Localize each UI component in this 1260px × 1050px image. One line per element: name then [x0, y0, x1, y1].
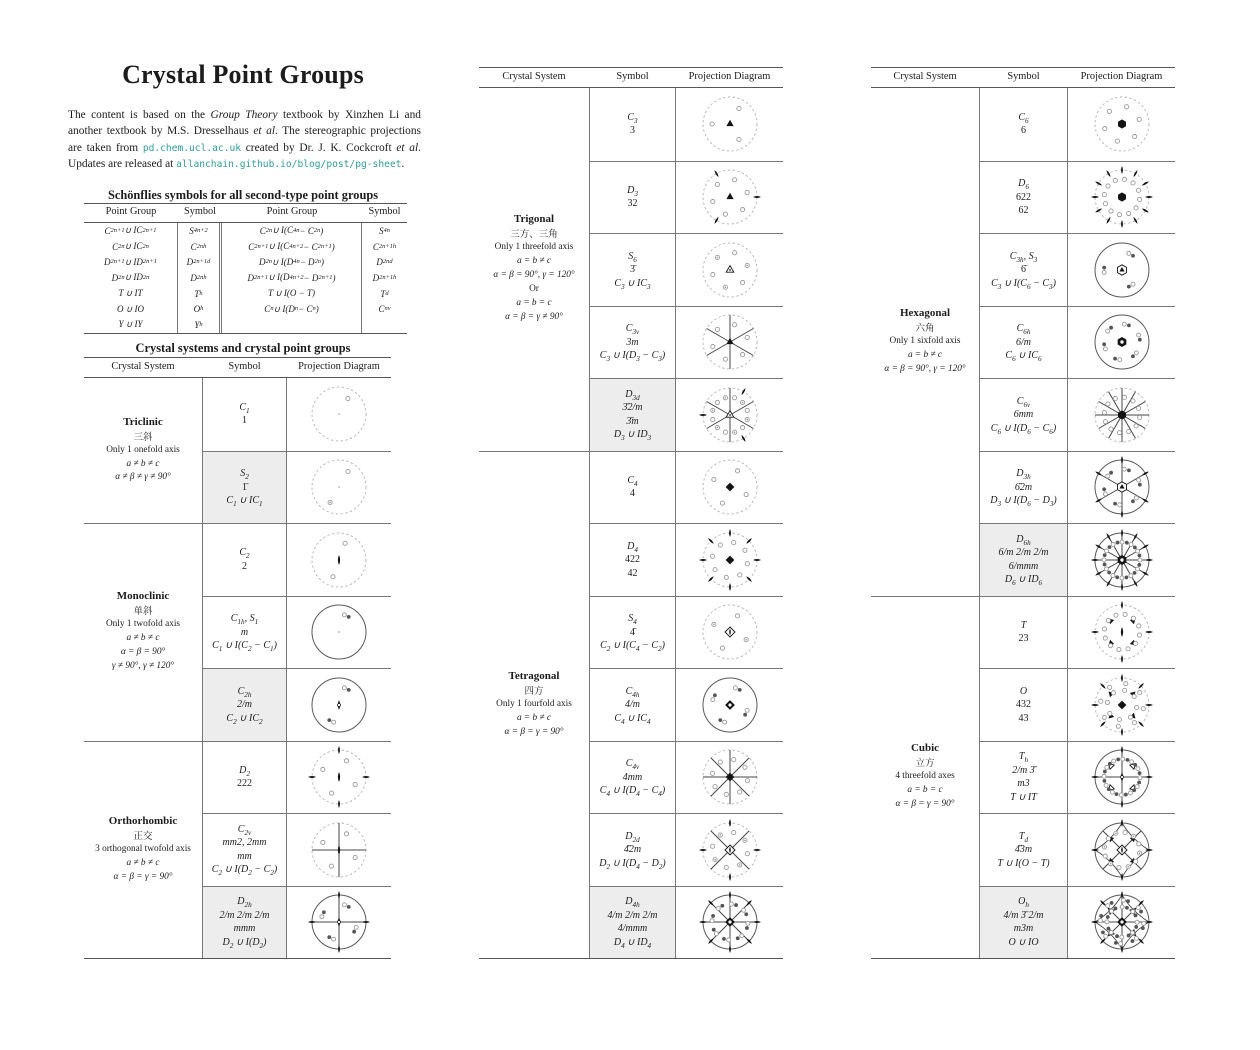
system-desc-line: a ≠ b ≠ c — [126, 458, 160, 469]
system-desc-line: Only 1 twofold axis — [105, 619, 181, 630]
symbol-line: $D_{3h}$ — [1016, 468, 1031, 481]
symbol-line: $D_{3d}$ — [625, 388, 640, 402]
stereographic-projection — [1089, 817, 1155, 883]
stereographic-projection — [306, 744, 372, 810]
system-desc-line: γ ≠ 90°, γ ≠ 120° — [111, 661, 175, 672]
schoenflies-cell: C 2n ∪ IC 2n — [84, 239, 178, 255]
symbol-line: mm2, 2mm — [222, 837, 267, 849]
diagram-cell — [287, 378, 391, 451]
symbol-cell — [589, 451, 676, 524]
intro-text: . Updates are released at — [68, 141, 422, 170]
symbol-cell — [589, 233, 676, 306]
symbol-line: $C_{6v}$ — [1016, 395, 1031, 409]
schoenflies-cell: C 2n+1 ∪ I(C 4n+2 − C 2n+1 ) — [222, 239, 362, 255]
diagram-cell — [287, 451, 391, 524]
column-header: Crystal System — [479, 68, 589, 88]
symbol-line: 4̄ — [630, 626, 635, 638]
diagram-cell — [676, 378, 783, 451]
diagram-cell — [676, 741, 783, 814]
symbol-line: 6̄ — [1021, 264, 1026, 275]
stereographic-projection — [1089, 672, 1155, 738]
symbol-line: $C_2$ — [239, 547, 250, 561]
schoenflies-cell — [222, 317, 362, 333]
symbol-line: $C_3$ ∪ $I(C_6 - C_3)$ — [991, 277, 1056, 291]
symbol-line: $C_6$ — [1018, 111, 1029, 125]
symbol-line: 222 — [237, 778, 252, 790]
system-desc-line: Only 1 sixfold axis — [889, 335, 961, 346]
stereographic-projection — [697, 889, 763, 955]
symbol-line: 2 — [242, 560, 247, 572]
stereographic-projection — [1089, 237, 1155, 303]
intro-text: textbook by Xinzhen Li and another textbook by M.S. Dresselhaus — [68, 109, 421, 138]
schoenflies-cell: D 2n+1 ∪ ID 2n+1 — [84, 254, 178, 270]
diagram-cell — [287, 668, 391, 741]
symbol-line: $D_{2h}$ — [237, 896, 252, 910]
schoenflies-cell: D 2nd — [376, 257, 393, 268]
symbol-cell — [979, 88, 1068, 161]
schoenflies-cell: C nv — [378, 304, 391, 315]
symbol-line: $C_3$ — [627, 111, 638, 125]
symbol-cell — [979, 306, 1068, 379]
symbol-line: 62 — [1018, 205, 1029, 216]
system-name-zh: 三斜 — [133, 432, 153, 443]
symbol-cell — [979, 161, 1068, 234]
system-cell — [479, 451, 589, 959]
symbol-line: $S_2$ — [240, 468, 249, 481]
schoenflies-cell: D 2n+1h — [372, 272, 397, 283]
column-header: Symbol — [202, 358, 287, 378]
stereographic-projection — [1089, 382, 1155, 448]
schoenflies-cell: O h — [178, 301, 222, 317]
system-desc-line: 4 threefold axes — [895, 771, 955, 782]
schoenflies-cell: C 2nh — [178, 239, 222, 255]
diagram-cell — [1068, 523, 1175, 596]
system-name-zh: 正交 — [133, 831, 153, 842]
symbol-line: $C_2$ ∪ $I(C_4 - C_2)$ — [600, 640, 665, 653]
symbol-line: 622 — [1016, 191, 1031, 203]
stereographic-projection — [697, 454, 763, 520]
symbol-line: 6̄2m — [1014, 481, 1033, 493]
system-cell — [871, 88, 979, 596]
symbol-line: $C_3$ ∪ $I(D_3 - C_3)$ — [599, 350, 666, 363]
stereographic-projection — [1089, 309, 1155, 375]
stereographic-projection — [1089, 91, 1155, 157]
system-name-zh: 六角 — [915, 323, 935, 334]
system-name-zh: 单斜 — [133, 607, 153, 618]
schoenflies-cell: Y ∪ IY — [84, 317, 178, 333]
column-header: Crystal System — [84, 358, 202, 378]
symbol-cell — [979, 523, 1068, 596]
symbol-line: 42 — [627, 567, 638, 579]
schoenflies-cell: Y h — [178, 317, 222, 333]
stereographic-projection — [697, 817, 763, 883]
diagram-cell — [1068, 813, 1175, 886]
system-cell — [84, 523, 202, 741]
symbol-line: T — [1020, 619, 1027, 631]
schoenflies-table — [84, 203, 407, 334]
schoenflies-cell: S 4n+2 — [178, 223, 222, 239]
symbol-line: 4/m 3̄ 2/m — [1003, 909, 1044, 921]
system-cell — [871, 596, 979, 959]
symbol-line: $S_6$ — [628, 250, 637, 264]
symbol-line: 1 — [242, 415, 247, 427]
diagram-cell — [1068, 886, 1175, 959]
symbol-line: $D_{2d}$ — [625, 830, 640, 844]
column-header: Crystal System — [871, 68, 979, 88]
column-header: Projection Diagram — [676, 68, 783, 88]
system-name-zh: 三方、三角 — [510, 230, 558, 241]
system-name: Cubic — [910, 742, 940, 755]
symbol-line: $S_4$ — [628, 613, 637, 626]
stereographic-projection — [697, 309, 763, 375]
diagram-cell — [287, 741, 391, 814]
symbol-line: 4̄3m — [1014, 844, 1033, 855]
intro-link[interactable]: allanchain.github.io/blog/post/pg-sheet — [176, 158, 402, 170]
schoenflies-column-header: Point Group — [222, 204, 362, 223]
symbol-line: $C_3$ ∪ $IC_3$ — [614, 277, 651, 291]
system-desc-line: α = β = 90°, γ = 120° — [884, 363, 966, 374]
system-name-zh: 立方 — [915, 759, 935, 770]
symbol-line: $C_{2h}$ — [237, 685, 252, 699]
system-desc-line: α = β = γ ≠ 90° — [505, 312, 563, 323]
symbol-cell — [979, 451, 1068, 524]
stereographic-projection — [306, 381, 372, 447]
symbol-cell — [979, 596, 1068, 669]
schoenflies-cell: T ∪ I(O − T) — [222, 286, 362, 302]
main-heading: Crystal systems and crystal point groups — [135, 341, 351, 355]
system-desc-line: α = β = γ = 90° — [895, 799, 955, 810]
stereographic-projection — [306, 672, 372, 738]
stereographic-projection — [697, 527, 763, 593]
system-desc-line: Or — [529, 284, 539, 295]
diagram-cell — [1068, 596, 1175, 669]
symbol-line: $C_6$ ∪ $I(D_6 - C_6)$ — [990, 422, 1057, 436]
symbol-cell — [202, 378, 287, 451]
system-cell — [84, 741, 202, 959]
intro-text: . — [401, 157, 405, 170]
symbol-line: $C_6$ ∪ $IC_6$ — [1005, 350, 1042, 363]
symbol-line: 4mm — [622, 771, 643, 783]
diagram-cell — [676, 813, 783, 886]
symbol-line: mmm — [233, 923, 256, 935]
stereographic-projection — [306, 527, 372, 593]
symbol-line: 3 — [630, 125, 635, 137]
symbol-line: $D_4$ — [627, 540, 638, 554]
schoenflies-cell: C 2n ∪ I(C 4n − C 2n ) — [222, 223, 362, 239]
symbol-cell — [202, 886, 287, 959]
symbol-line: $C_2$ ∪ $I(D_2 - C_2)$ — [211, 864, 278, 878]
stereographic-projection — [697, 237, 763, 303]
diagram-cell — [1068, 741, 1175, 814]
symbol-line: $D_3$ ∪ $ID_3$ — [613, 429, 652, 443]
symbol-line: $D_{4h}$ — [625, 896, 640, 910]
symbol-line: 4̄2m — [623, 844, 642, 855]
symbol-line: m3 — [1017, 778, 1030, 790]
symbol-cell — [202, 741, 287, 814]
system-desc-line: a = b ≠ c — [516, 256, 552, 267]
symbol-line: $D_3$ ∪ $I(D_6 - D_3)$ — [990, 495, 1057, 508]
system-desc-line: α = β = γ = 90° — [113, 871, 173, 882]
symbol-line: $D_3$ — [627, 184, 638, 198]
symbol-line: m3m — [1013, 923, 1034, 935]
diagram-cell — [676, 451, 783, 524]
intro-text: Group Theory — [210, 109, 278, 121]
system-desc-line: 3 orthogonal twofold axis — [95, 843, 191, 854]
stereographic-projection — [306, 817, 372, 883]
symbol-line: $C_4$ — [627, 474, 638, 488]
diagram-cell — [676, 596, 783, 669]
diagram-cell — [676, 306, 783, 379]
schoenflies-cell: D 2n+1d — [178, 254, 222, 270]
symbol-line: 3̄m — [626, 415, 639, 427]
symbol-line: 3m — [626, 336, 639, 348]
symbol-line: 6/m 2/m 2/m — [998, 547, 1049, 559]
system-desc-line: α ≠ β ≠ γ ≠ 90° — [115, 472, 171, 483]
symbol-line: T ∪ I(O − T) — [997, 857, 1050, 869]
symbol-line: $C_{3v}$ — [625, 323, 640, 336]
symbol-cell — [979, 813, 1068, 886]
symbol-line: 6 — [1021, 125, 1026, 137]
symbol-line: O — [1019, 685, 1028, 697]
symbol-line: m — [240, 626, 249, 638]
symbol-line: 432 — [1016, 699, 1031, 710]
column-header: Symbol — [979, 68, 1068, 88]
crystal-table-left — [84, 357, 391, 959]
intro-text: et al — [253, 125, 276, 138]
diagram-cell — [1068, 88, 1175, 161]
symbol-line: 2/m 2/m 2/m — [219, 909, 270, 921]
diagram-cell — [287, 596, 391, 669]
symbol-line: T ∪ IT — [1010, 791, 1037, 803]
system-desc-line: a = b ≠ c — [516, 712, 552, 723]
diagram-cell — [676, 523, 783, 596]
stereographic-projection — [1089, 744, 1155, 810]
diagram-cell — [287, 813, 391, 886]
schoenflies-cell: D 2n+1 ∪ I(D 4n+2 − D 2n+1 ) — [222, 270, 362, 286]
symbol-line: $T_h$ — [1018, 751, 1029, 765]
schoenflies-cell: C 2n+1h — [372, 241, 397, 252]
diagram-cell — [676, 233, 783, 306]
schoenflies-cell: C n ∪ I(D n − C n ) — [222, 301, 362, 317]
symbol-cell — [589, 88, 676, 161]
schoenflies-heading: Schönflies symbols for all second-type point groups — [107, 188, 379, 202]
diagram-cell — [1068, 668, 1175, 741]
symbol-line: 6mm — [1013, 409, 1034, 420]
schoenflies-cell: T d — [380, 288, 389, 299]
diagram-cell — [1068, 161, 1175, 234]
symbol-line: $C_4$ ∪ $I(D_4 - C_4)$ — [599, 785, 666, 798]
schoenflies-column-header: Symbol — [362, 204, 407, 223]
symbol-line: $D_2$ ∪ $I(D_2)$ — [222, 936, 267, 950]
diagram-cell — [676, 886, 783, 959]
system-name: Monoclinic — [116, 590, 170, 603]
symbol-cell — [979, 668, 1068, 741]
page-title: Crystal Point Groups — [122, 60, 364, 89]
schoenflies-cell: C 2n+1 ∪ IC 2n+1 — [84, 223, 178, 239]
diagram-cell — [676, 88, 783, 161]
system-name: Hexagonal — [899, 306, 951, 319]
schoenflies-cell — [362, 317, 407, 333]
stereographic-projection — [1089, 527, 1155, 593]
system-name: Tetragonal — [508, 669, 560, 682]
column-header: Projection Diagram — [1068, 68, 1175, 88]
symbol-line: 2/m 3̄ — [1012, 764, 1035, 776]
symbol-line: 4 — [630, 488, 635, 500]
system-name-zh: 四方 — [524, 686, 544, 697]
symbol-cell — [589, 161, 676, 234]
symbol-line: $C_1$ — [239, 401, 250, 415]
diagram-cell — [1068, 451, 1175, 524]
symbol-line: 4/m 2/m 2/m — [607, 909, 658, 921]
symbol-cell — [589, 668, 676, 741]
diagram-cell — [676, 161, 783, 234]
system-desc-line: a ≠ b ≠ c — [126, 633, 160, 644]
symbol-line: $T_d$ — [1018, 830, 1029, 844]
column-header: Projection Diagram — [287, 358, 391, 378]
symbol-line: 32 — [627, 198, 638, 210]
symbol-line: $C_{4h}$ — [625, 685, 640, 699]
symbol-line: 4/m — [625, 699, 640, 710]
stereographic-projection — [306, 889, 372, 955]
symbol-cell — [979, 378, 1068, 451]
symbol-line: O ∪ IO — [1008, 936, 1039, 948]
stereographic-projection — [697, 91, 763, 157]
symbol-line: $D_6$ ∪ $ID_6$ — [1004, 574, 1043, 588]
symbol-cell — [979, 741, 1068, 814]
schoenflies-cell: D 2n ∪ I(D 4n − D 2n ) — [222, 254, 362, 270]
intro-paragraph — [68, 107, 421, 172]
symbol-cell — [202, 523, 287, 596]
system-cell — [479, 88, 589, 451]
system-desc-line: Only 1 onefold axis — [106, 444, 180, 455]
diagram-cell — [1068, 306, 1175, 379]
system-name: Orthorhombic — [108, 814, 178, 827]
symbol-line: 6/m — [1016, 336, 1031, 348]
symbol-line: 23 — [1018, 633, 1029, 645]
schoenflies-column-header: Point Group — [84, 204, 178, 223]
stereographic-projection — [697, 382, 763, 448]
symbol-line: $D_2$ — [239, 764, 250, 778]
system-desc-line: Only 1 threefold axis — [494, 242, 574, 253]
stereographic-projection — [1089, 454, 1155, 520]
symbol-line: 1̄ — [242, 481, 247, 493]
symbol-line: 43 — [1018, 712, 1029, 724]
symbol-line: $C_2$ ∪ $IC_2$ — [226, 712, 263, 726]
symbol-line: $D_{6h}$ — [1016, 533, 1031, 547]
column-header: Symbol — [589, 68, 676, 88]
symbol-cell — [979, 233, 1068, 306]
symbol-line: $D_2$ ∪ $I(D_4 - D_2)$ — [599, 857, 666, 871]
system-desc-line: Only 1 fourfold axis — [496, 698, 572, 709]
system-cell — [84, 378, 202, 523]
symbol-line: $C_{1h}$, $S_1$ — [230, 613, 259, 626]
symbol-cell — [202, 668, 287, 741]
symbol-line: 2/m — [237, 699, 252, 710]
symbol-cell — [202, 451, 287, 524]
diagram-cell — [1068, 233, 1175, 306]
symbol-line: $C_{6h}$ — [1016, 323, 1031, 336]
symbol-line: $C_4$ ∪ $IC_4$ — [614, 712, 651, 726]
symbol-cell — [202, 813, 287, 886]
diagram-cell — [287, 523, 391, 596]
symbol-cell — [589, 886, 676, 959]
system-desc-line: α = β = 90° — [120, 647, 166, 658]
stereographic-projection — [306, 454, 372, 520]
symbol-line: 3̄ — [630, 264, 635, 275]
symbol-line: 6/mmm — [1008, 560, 1039, 572]
system-desc-line: α = β = γ = 90° — [504, 726, 564, 737]
stereographic-projection — [306, 599, 372, 665]
system-desc-line: a = b ≠ c — [907, 349, 943, 360]
symbol-line: $C_{2v}$ — [237, 823, 252, 837]
schoenflies-cell: D 2n ∪ ID 2n — [84, 270, 178, 286]
crystal-table-middle — [479, 67, 783, 959]
intro-link[interactable]: pd.chem.ucl.ac.uk — [142, 142, 242, 154]
system-desc-line: a ≠ b ≠ c — [126, 857, 160, 868]
intro-text: et al — [396, 141, 419, 154]
system-name: Triclinic — [123, 415, 163, 428]
symbol-cell — [202, 596, 287, 669]
stereographic-projection — [697, 672, 763, 738]
schoenflies-column-header: Symbol — [178, 204, 222, 223]
schoenflies-cell: S 4n — [379, 225, 390, 236]
symbol-line: $O_h$ — [1018, 896, 1029, 910]
stereographic-projection — [1089, 889, 1155, 955]
symbol-cell — [589, 813, 676, 886]
symbol-cell — [589, 523, 676, 596]
schoenflies-cell: T ∪ IT — [84, 286, 178, 302]
symbol-line: 4/mmm — [617, 923, 648, 935]
symbol-cell — [589, 741, 676, 814]
stereographic-projection — [697, 599, 763, 665]
schoenflies-cell: O ∪ IO — [84, 301, 178, 317]
symbol-cell — [589, 306, 676, 379]
symbol-cell — [589, 596, 676, 669]
symbol-line: 3̄2/m — [622, 402, 643, 414]
diagram-cell — [287, 886, 391, 959]
stereographic-projection — [1089, 164, 1155, 230]
symbol-line: mm — [237, 850, 252, 862]
symbol-cell — [979, 886, 1068, 959]
stereographic-projection — [697, 744, 763, 810]
symbol-line: $D_4$ ∪ $ID_4$ — [613, 936, 652, 950]
diagram-cell — [1068, 378, 1175, 451]
stereographic-projection — [697, 164, 763, 230]
intro-text: The content is based on the — [68, 109, 211, 121]
symbol-line: $C_{4v}$ — [625, 758, 640, 771]
symbol-line: $C_{3h}$, $S_3$ — [1009, 250, 1038, 264]
system-desc-line: a = b = c — [516, 298, 552, 309]
symbol-line: 422 — [625, 554, 640, 565]
system-desc-line: α = β = 90°, γ = 120° — [493, 270, 575, 281]
diagram-cell — [676, 668, 783, 741]
schoenflies-cell: D 2nh — [178, 270, 222, 286]
symbol-line: $C_1$ ∪ $IC_1$ — [226, 495, 263, 508]
symbol-cell — [589, 378, 676, 451]
stereographic-projection — [1089, 599, 1155, 665]
symbol-line: $C_1$ ∪ $I(C_2 - C_1)$ — [212, 640, 277, 653]
crystal-table-right — [871, 67, 1175, 959]
intro-text: created by Dr. J. K. Cockcroft — [241, 141, 397, 154]
schoenflies-cell: T h — [178, 286, 222, 302]
intro-text: . The stereographic projections are taken from — [68, 125, 421, 154]
symbol-line: $D_6$ — [1018, 178, 1029, 191]
system-name: Trigonal — [513, 213, 555, 226]
system-desc-line: a = b = c — [907, 785, 943, 796]
